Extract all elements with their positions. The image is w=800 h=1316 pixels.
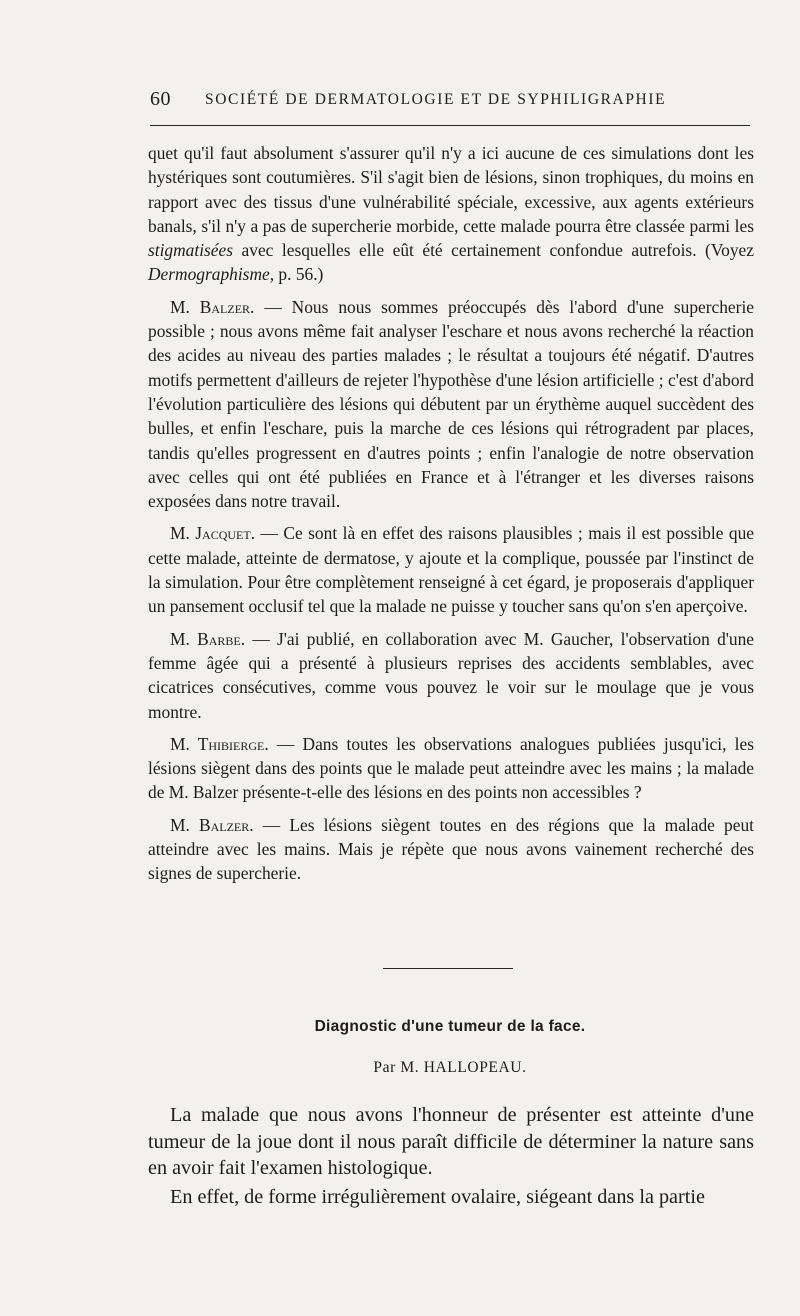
text-segment: p. 56.)	[274, 264, 324, 285]
paragraph-text: — Les lésions siègent toutes en des régions que la malade peut atteindre avec les mains. Mais je répète que nous avons vainement recherché des signes de supercherie.	[148, 814, 755, 884]
section-paragraph: La malade que nous avons l'honneur de présenter est atteinte d'une tumeur de la joue dont il nous paraît difficile de déterminer la nature sans en avoir fait l'examen histologique.	[148, 1104, 754, 1179]
paragraph-text: — J'ai publié, en collaboration avec M. Gaucher, l'observation d'une femme âgée qui a présenté à plusieurs reprises des accidents semblables, avec cicatrices consécutives, comme vous pouvez le voir sur le moulage que je vous montre.	[148, 628, 755, 722]
italic-term: stigmatisées	[148, 240, 234, 261]
speaker-name: M. Balzer.	[170, 296, 255, 317]
section-divider	[383, 968, 513, 969]
text-segment: avec lesquelles elle eût été certainement confondue autrefois. (Voyez	[233, 240, 754, 261]
text-segment: quet qu'il faut absolument s'assurer qu'il n'y a ici aucune de ces simulations dont les hystériques sont coutumières. S'il s'agit bien de lésions, sinon trophiques, du moins en rapport avec des tissus d'une vulnérabilité spéciale, excessive, aux agents extérieurs banals, s'il n'y a pas de supercherie morbide, cette malade pourra être classée parmi les	[148, 143, 754, 236]
header-rule	[150, 125, 750, 126]
speaker-name: M. Thibierge.	[170, 733, 269, 754]
section-paragraph: En effet, de forme irrégulièrement ovalaire, siégeant dans la partie	[170, 1185, 705, 1208]
running-head: SOCIÉTÉ DE DERMATOLOGIE ET DE SYPHILIGRAPHIE	[205, 91, 667, 108]
paragraph-jacquet	[148, 521, 754, 618]
paragraph-thibierge	[148, 732, 754, 805]
paragraph-text: — Dans toutes les observations analogues publiées jusqu'ici, les lésions siègent dans des points que le malade peut atteindre avec les mains ; la malade de M. Balzer présente-t-elle des lésions en des points non accessibles ?	[148, 733, 754, 803]
paragraph-text: — Ce sont là en effet des raisons plausibles ; mais il est possible que cette malade, atteinte de dermatose, y ajoute et la complique, poussée par l'instinct de la simulation. Pour être complètement renseigné à cet égard, je proposerais d'appliquer un pansement occlusif tel que la malade ne puisse y toucher sans qu'on s'en aperçoive.	[148, 523, 754, 617]
speaker-name: M. Balzer.	[170, 814, 254, 835]
section-body	[148, 1102, 754, 1210]
paragraph-balzer	[148, 295, 754, 514]
section-byline: Par M. HALLOPEAU.	[373, 1059, 527, 1076]
discussion-text	[148, 141, 754, 886]
section-title: Diagnostic d'une tumeur de la face.	[314, 1018, 586, 1035]
page-number: 60	[150, 88, 171, 110]
page-header	[150, 88, 750, 116]
paragraph-continuation	[148, 141, 754, 287]
italic-reference: Dermographisme,	[148, 264, 275, 285]
paragraph-text: — Nous nous sommes préoccupés dès l'abord d'une supercherie possible ; nous avons même fait analyser l'eschare et nous avons recherché la réaction des acides au niveau des parties malades ; le résultat a toujours été négatif. D'autres motifs permettent d'ailleurs de rejeter l'hypothèse d'une lésion artificielle ; c'est d'abord l'évolution particulière des lésions qui débutent par un érythème auquel succèdent des bulles, et enfin l'eschare, puis la marche de ces lésions qui rétrogradent par places, tandis qu'elles progressent en d'autres points ; enfin l'analogie de notre observation avec celles qui ont été publiées en France et à l'étranger et les diverses raisons exposées dans notre travail.	[148, 296, 754, 512]
speaker-name: M. Jacquet.	[170, 523, 256, 544]
paragraph-barbe	[148, 627, 754, 724]
speaker-name: M. Barbe.	[170, 628, 246, 649]
paragraph-balzer-reply	[148, 813, 754, 886]
